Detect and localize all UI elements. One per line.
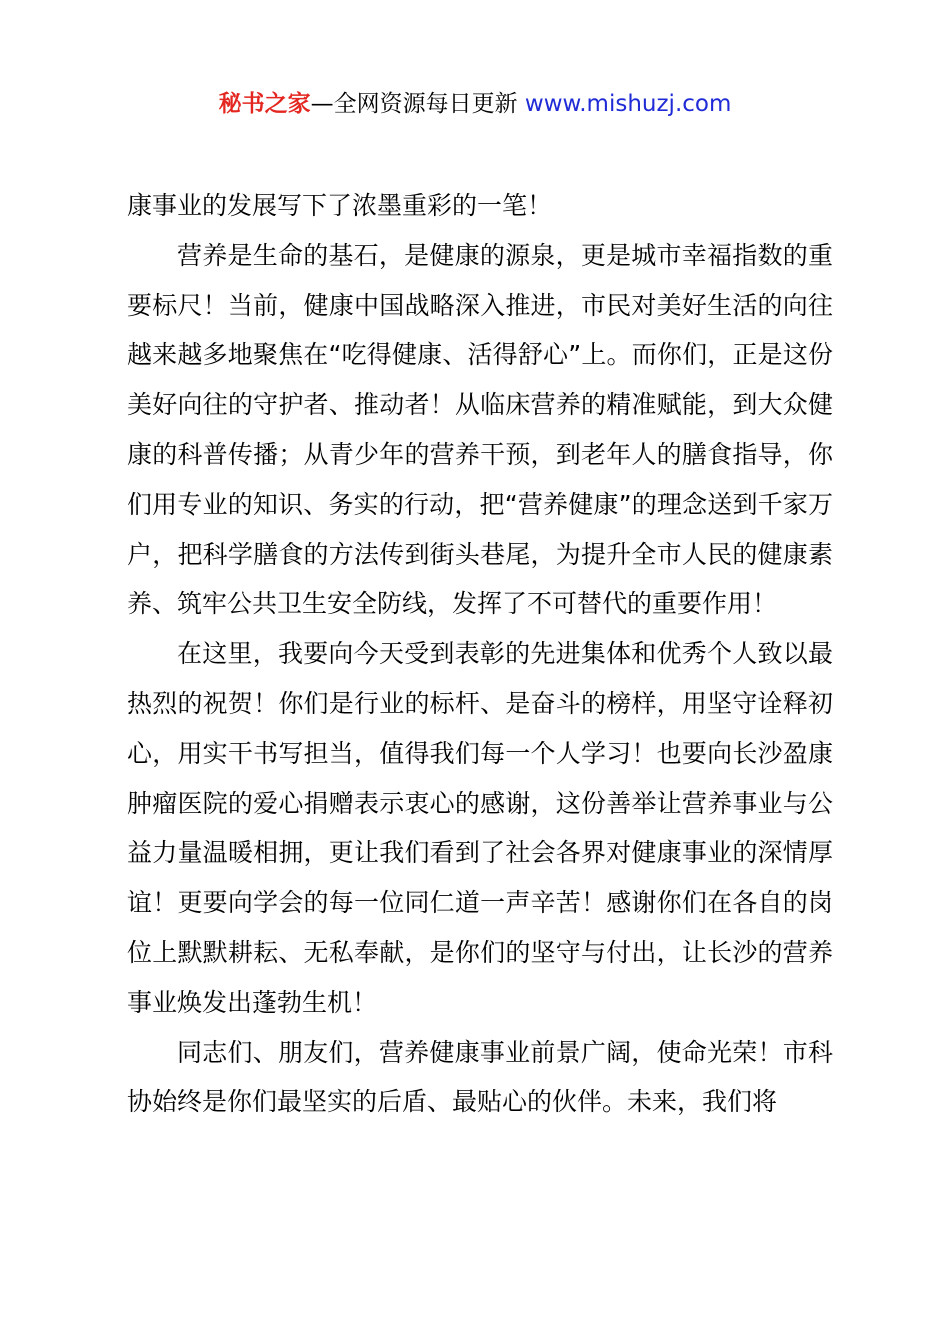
paragraph: 营养是生命的基石，是健康的源泉，更是城市幸福指数的重要标尺！当前，健康中国战略深入推进，市民对美好生活的向往越来越多地聚焦在“吃得健康、活得舒心”上。而你们，正是这份美好向往的守护者、推动者！从临床营养的精准赋能，到大众健康的科普传播；从青少年的营养干预，到老年人的膳食指导，你们用专业的知识、务实的行动，把“营养健康”的理念送到千家万户，把科学膳食的方法传到街头巷尾，为提升全市人民的健康素养、筑牢公共卫生安全防线，发挥了不可替代的重要作用！ <box>127 240 833 619</box>
document-body <box>127 181 833 1127</box>
brand-name: 秘书之家 <box>218 91 311 117</box>
paragraph: 在这里，我要向今天受到表彰的先进集体和优秀个人致以最热烈的祝贺！你们是行业的标杆、是奋斗的榜样，用坚守诠释初心，用实干书写担当，值得我们每一个人学习！也要向长沙盈康肿瘤医院的爱心捐赠表示衷心的感谢，这份善举让营养事业与公益力量温暖相拥，更让我们看到了社会各界对健康事业的深情厚谊！更要向学会的每一位同仁道一声辛苦！感谢你们在各自的岗位上默默耕耘、无私奉献，是你们的坚守与付出，让长沙的营养事业焕发出蓬勃生机！ <box>127 639 833 1017</box>
page-header <box>0 86 950 122</box>
paragraph: 康事业的发展写下了浓墨重彩的一笔！ <box>127 191 553 220</box>
paragraph: 同志们、朋友们，营养健康事业前景广阔，使命光荣！市科协始终是你们最坚实的后盾、最贴心的伙伴。未来，我们将 <box>127 1037 833 1117</box>
header-tagline: —全网资源每日更新 <box>310 91 525 117</box>
header-url-link[interactable]: www.mishuzj.com <box>524 91 732 117</box>
